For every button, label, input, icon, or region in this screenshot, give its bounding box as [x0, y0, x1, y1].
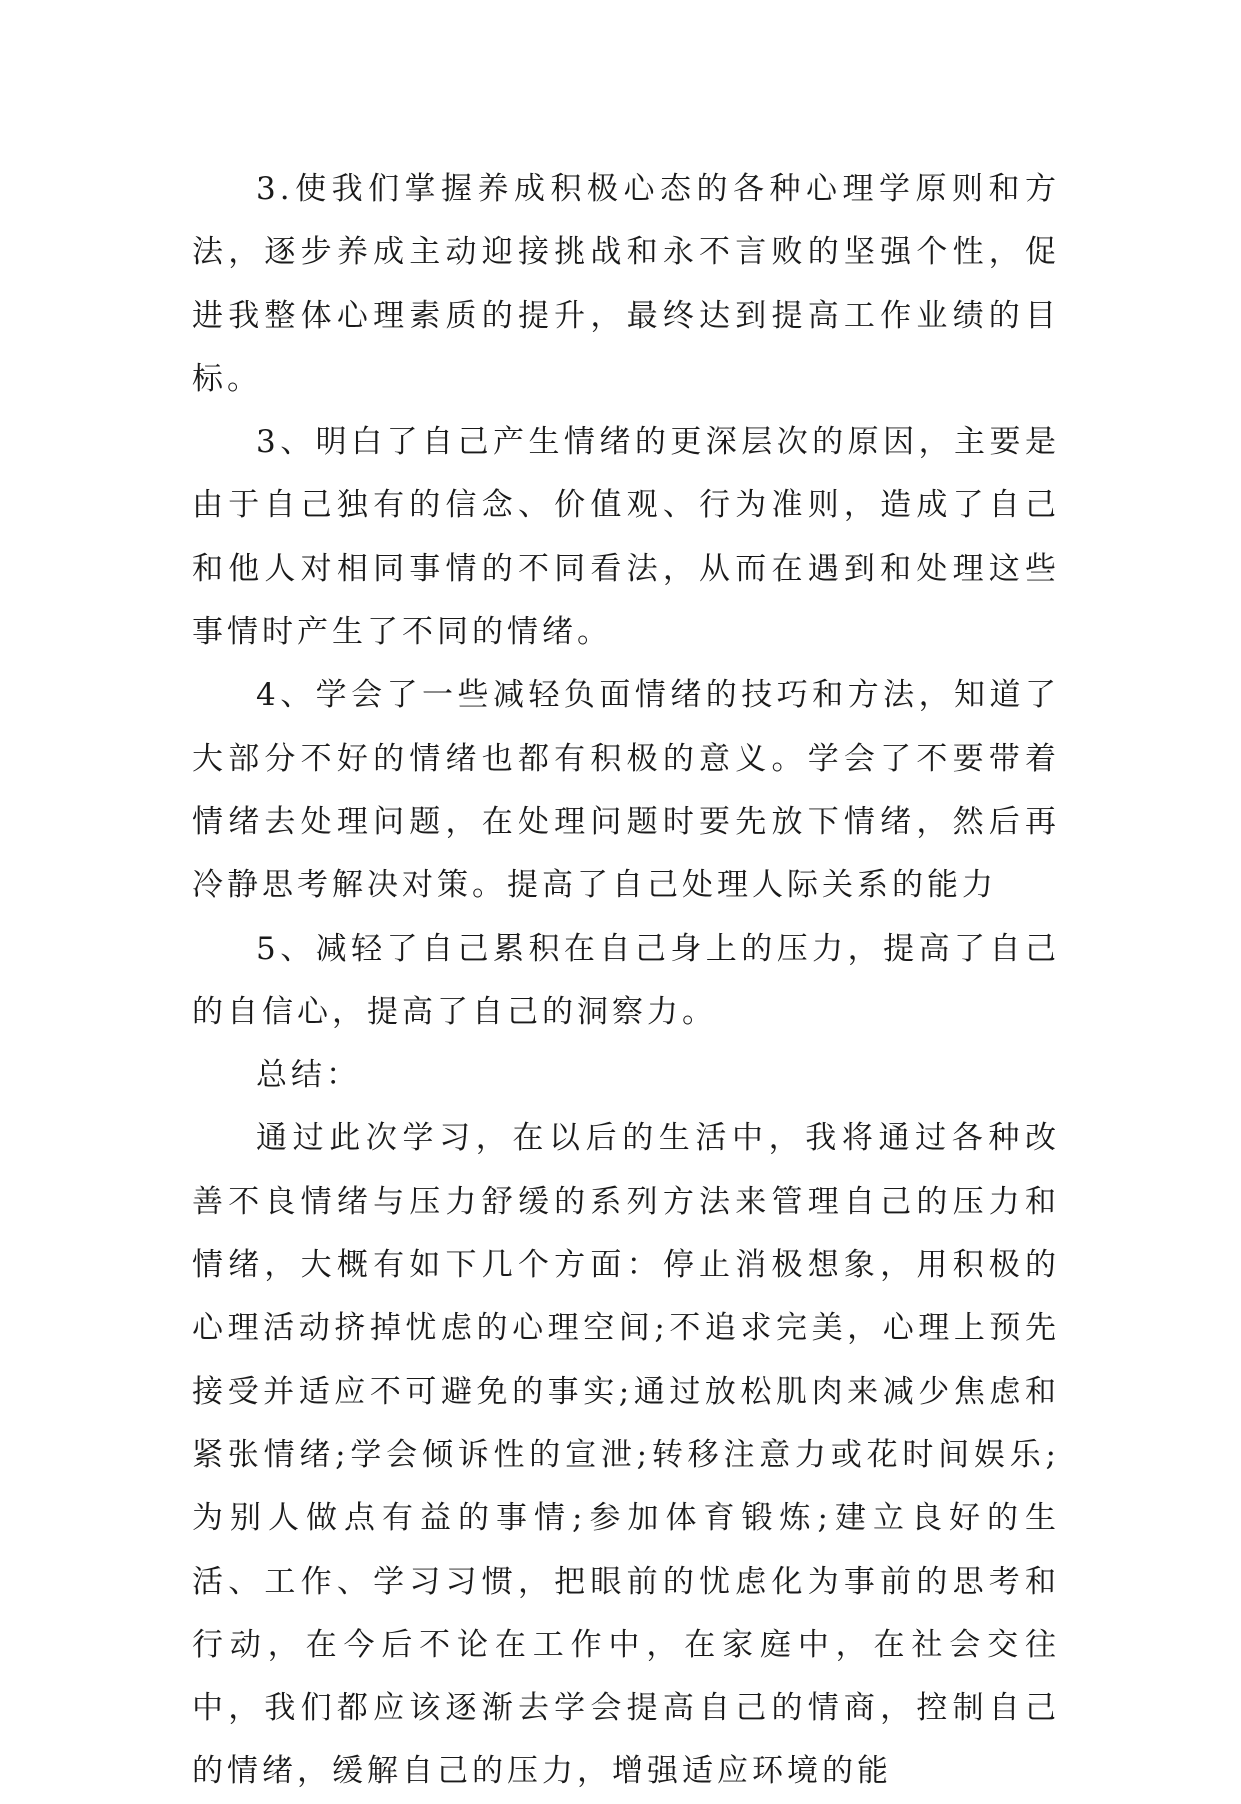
document-page — [192, 158, 1060, 1804]
paragraph-point-3-emotion-causes: 3、明白了自己产生情绪的更深层次的原因，主要是由于自己独有的信念、价值观、行为准则，造成了自己和他人对相同事情的不同看法，从而在遇到和处理这些事情时产生了不同的情绪。 — [192, 424, 1060, 651]
paragraph-point-5-pressure: 5、减轻了自己累积在自己身上的压力，提高了自己的自信心，提高了自己的洞察力。 — [192, 930, 1060, 1030]
paragraph-point-3-mindset: 3.使我们掌握养成积极心态的各种心理学原则和方法，逐步养成主动迎接挑战和永不言败的坚强个性，促进我整体心理素质的提升，最终达到提高工作业绩的目标。 — [192, 171, 1060, 397]
paragraph-summary-body: 通过此次学习，在以后的生活中，我将通过各种改善不良情绪与压力舒缓的系列方法来管理自己的压力和情绪，大概有如下几个方面：停止消极想象，用积极的心理活动挤掉忧虑的心理空间;不追求完美，心理上预先接受并适应不可避免的事实;通过放松肌肉来减少焦虑和紧张情绪;学会倾诉性的宣泄;转移注意力或花时间娱乐;为别人做点有益的事情;参加体育锻炼;建立良好的生活、工作、学习习惯，把眼前的忧虑化为事前的思考和行动，在今后不论在工作中，在家庭中，在社会交往中，我们都应该逐渐去学会提高自己的情商，控制自己的情绪，缓解自己的压力，增强适应环境的能 — [192, 1120, 1060, 1790]
paragraph-point-4-techniques: 4、学会了一些减轻负面情绪的技巧和方法，知道了大部分不好的情绪也都有积极的意义。学会了不要带着情绪去处理问题，在处理问题时要先放下情绪，然后再冷静思考解决对策。提高了自己处理人际关系的能力 — [192, 677, 1060, 904]
summary-heading: 总结： — [256, 1057, 361, 1094]
